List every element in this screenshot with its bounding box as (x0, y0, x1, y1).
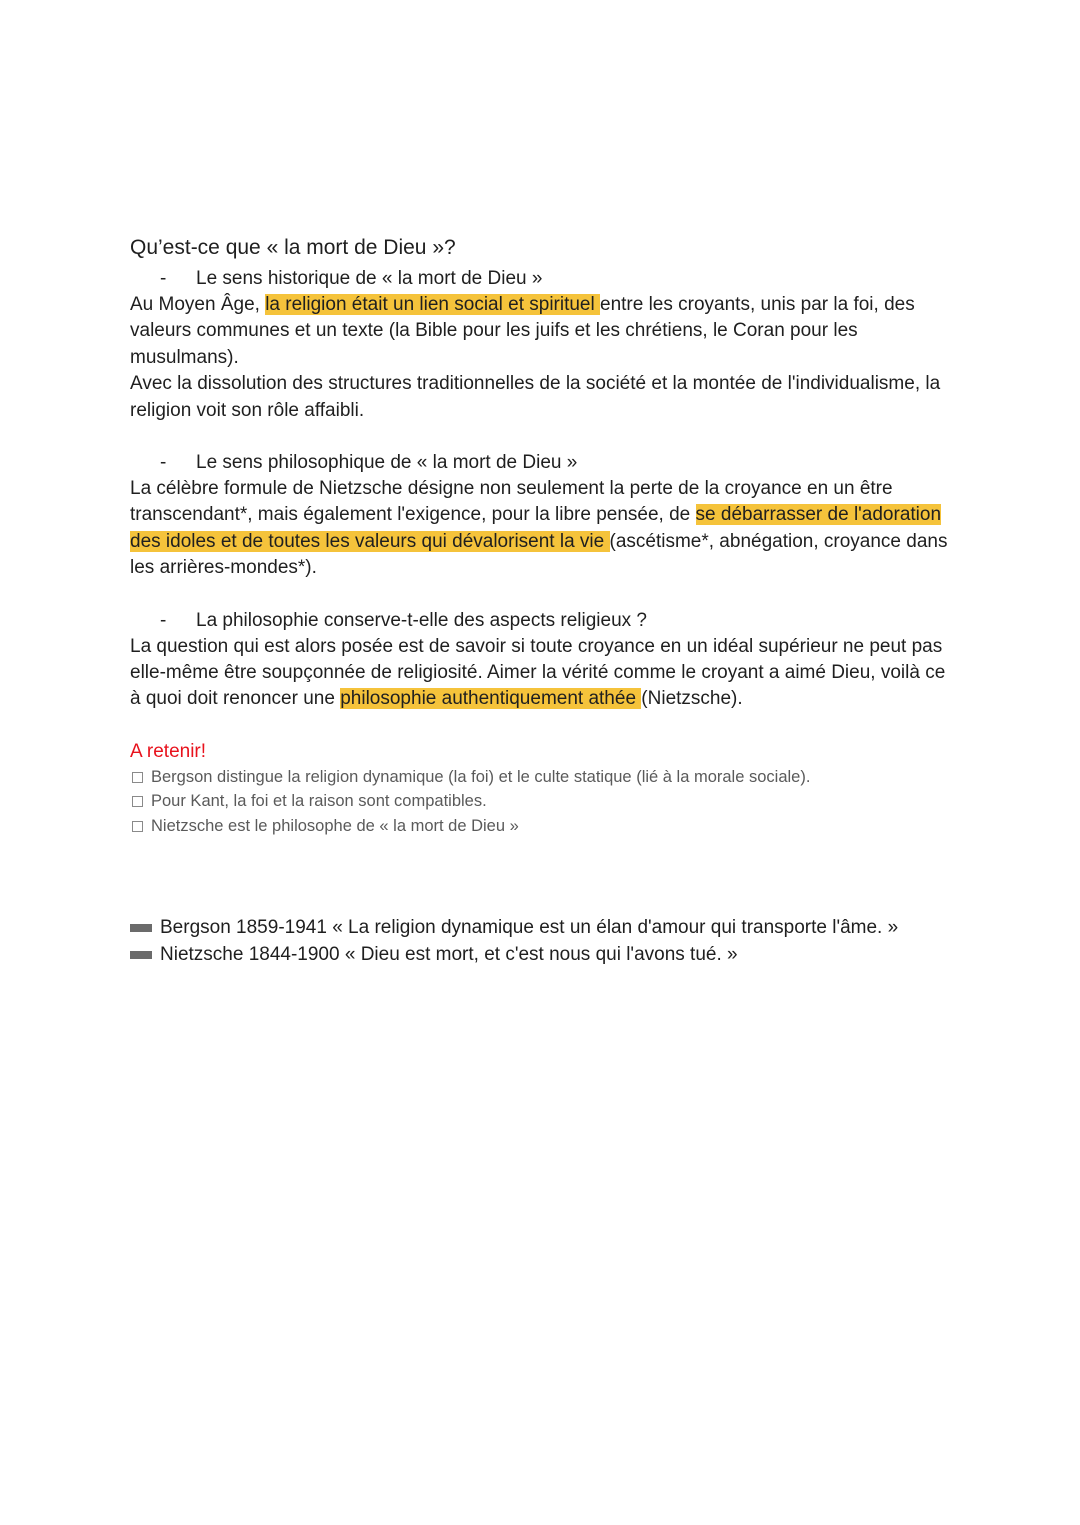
paragraph-question (130, 634, 960, 713)
page-title: Qu’est-ce que « la mort de Dieu »? (130, 236, 456, 259)
text-run: (Nietzsche). (641, 688, 743, 710)
section-heading-label: Le sens philosophique de « la mort de Dieu » (196, 452, 578, 474)
text-run: (ascétisme*, abnégation, croyance dans les arrières-mondes*). (130, 530, 948, 579)
list-item (130, 789, 960, 814)
quote-nietzsche (130, 941, 980, 968)
minus-bar-icon (130, 924, 152, 932)
highlighted-text: philosophie authentiquement athée (340, 688, 642, 710)
paragraph-dissolution: Avec la dissolution des structures traditionnelles de la société et la montée de l'individualisme, la religion voit son rôle affaibli. (130, 373, 941, 421)
quotes-block (130, 914, 980, 968)
text-run: entre les croyants, unis par la foi, des valeurs communes et un texte (la Bible pour les juifs et les chrétiens, le Coran pour les musulmans). (130, 294, 915, 368)
text-run: La question qui est alors posée est de savoir si toute croyance en un idéal supérieur ne peut pas elle-même être soupçonnée de religiosité. Aimer la vérité comme le croyant a aimé Dieu, voilà ce à quoi doit renoncer une (130, 635, 946, 710)
retain-title: A retenir! (130, 740, 207, 762)
checkbox-icon[interactable] (132, 796, 143, 807)
section-heading-label: Le sens historique de « la mort de Dieu » (196, 268, 543, 289)
highlighted-text: se débarrasser de l'adoration des idoles et de toutes les valeurs qui dévalorisent la vie (130, 504, 942, 552)
section-heading-historique (130, 266, 960, 292)
quote-bergson (130, 914, 980, 941)
section-heading-philosophique (130, 450, 960, 476)
quote-text: Nietzsche 1844-1900 « Dieu est mort, et c'est nous qui l'avons tué. » (160, 944, 738, 965)
retain-item-text: Nietzsche est le philosophe de « la mort de Dieu » (151, 816, 519, 835)
retain-item-text: Bergson distingue la religion dynamique (la foi) et le culte statique (lié à la morale sociale). (151, 767, 811, 786)
retain-list (130, 765, 960, 839)
quote-text: Bergson 1859-1941 « La religion dynamique est un élan d'amour qui transporte l'âme. » (160, 917, 899, 938)
text-run: Au Moyen Âge, (130, 294, 266, 315)
list-dash: - (160, 452, 167, 474)
list-dash: - (160, 609, 167, 631)
list-dash: - (160, 268, 167, 289)
text-run: La célèbre formule de Nietzsche désigne non seulement la perte de la croyance en un être transcendant*, mais également l'exigence, pour la libre pensée, de (130, 478, 893, 526)
list-item (130, 814, 960, 839)
document-body (130, 234, 960, 838)
retain-item-text: Pour Kant, la foi et la raison sont compatibles. (151, 792, 487, 811)
paragraph-nietzsche-formule (130, 476, 960, 582)
list-item (130, 765, 960, 790)
section-heading-label: La philosophie conserve-t-elle des aspects religieux ? (196, 609, 647, 631)
checkbox-icon[interactable] (132, 821, 143, 832)
highlighted-text: la religion était un lien social et spirituel (265, 294, 600, 315)
minus-bar-icon (130, 951, 152, 959)
paragraph-moyen-age (130, 292, 960, 371)
checkbox-icon[interactable] (132, 772, 143, 783)
section-heading-aspects-religieux (130, 608, 960, 634)
